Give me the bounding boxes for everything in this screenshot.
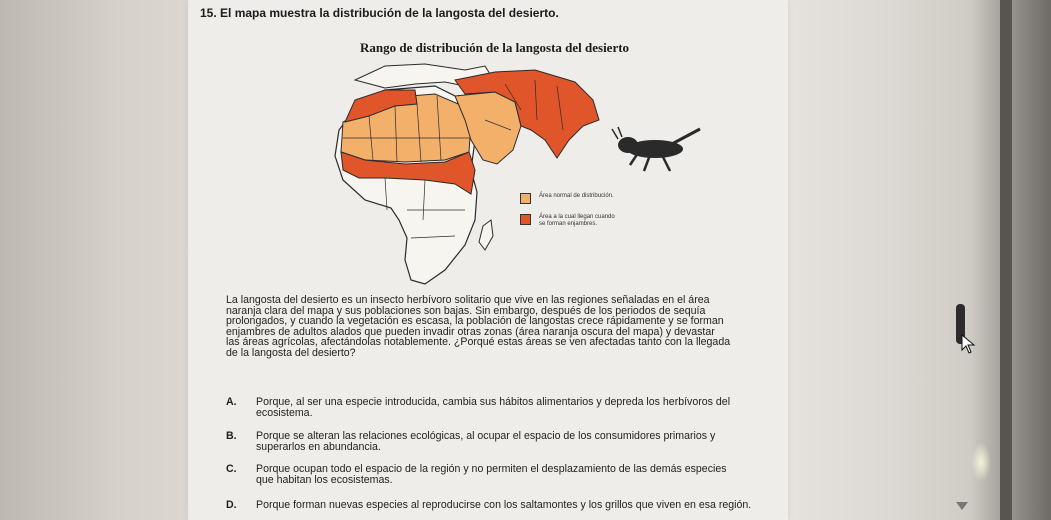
option-a-letter: A.: [226, 396, 237, 408]
option-b-text-2: superarlos en abundancia.: [256, 440, 381, 453]
option-d-text-1: Porque forman nuevas especies al reproducirse con los saltamontes y los grillos que viven en esa región.: [256, 499, 752, 511]
paragraph-line: enjambres de adultos alados que pueden invadir otras zonas (área naranja oscura del mapa) y devastar: [226, 325, 715, 338]
option-a-text-1: Porque, al ser una especie introducida, cambia sus hábitos alimentarios y depreda los herbívoros del: [256, 396, 731, 408]
legend-normal-label: Área normal de distribución.: [539, 193, 614, 199]
screen-glare: [971, 442, 991, 482]
option-d-letter: D.: [226, 499, 237, 511]
monitor-edge: [1000, 0, 1012, 520]
mouse-cursor-icon: [961, 334, 977, 354]
map-title: Rango de distribución de la langosta del desierto: [360, 40, 630, 55]
legend-swatch-light: [520, 193, 531, 204]
paragraph-line: prolongados, y cuando la vegetación es escasa, la población de langostas crece rápidamente y se forman: [226, 315, 724, 328]
locust-distribution-map: [325, 60, 725, 290]
paragraph-line: de la langosta del desierto?: [226, 346, 356, 359]
question-title: 15. El mapa muestra la distribución de la langosta del desierto.: [200, 6, 559, 20]
locust-icon: [610, 125, 705, 175]
option-c-text-2: que habitan los ecosistemas.: [256, 473, 393, 486]
paragraph-line: las áreas agrícolas, afectándolas notablemente. ¿Porqué estas áreas se ven afectadas tanto con la llegada: [226, 336, 731, 349]
map-legend: [520, 193, 615, 238]
legend-invasion-label-2: se forman enjambres.: [539, 221, 598, 227]
question-paragraph: [226, 295, 782, 359]
paragraph-line: La langosta del desierto es un insecto herbívoro solitario que vive en las regiones señaladas en el área: [226, 294, 710, 306]
option-a-text-2: ecosistema.: [256, 406, 313, 419]
madagascar-landmass: [479, 220, 493, 250]
option-b-letter: B.: [226, 430, 237, 442]
legend-invasion-label-1: Área a la cual llegan cuando: [539, 214, 615, 220]
option-c-letter: C.: [226, 463, 237, 475]
option-b-text-1: Porque se alteran las relaciones ecológicas, al ocupar el espacio de los consumidores primarios y: [256, 430, 716, 442]
legend-normal: [520, 193, 615, 204]
background-left: [0, 0, 200, 520]
map-graphic: [325, 60, 725, 290]
paragraph-line: naranja clara del mapa y sus poblaciones son bajas. Sin embargo, después de los periodos de sequía: [226, 304, 706, 317]
option-c-text-1: Porque ocupan todo el espacio de la región y no permiten el desplazamiento de las demás especies: [256, 463, 727, 475]
legend-invasion: [520, 214, 615, 228]
scroll-down-arrow-icon[interactable]: [955, 501, 969, 511]
legend-swatch-dark: [520, 214, 531, 225]
